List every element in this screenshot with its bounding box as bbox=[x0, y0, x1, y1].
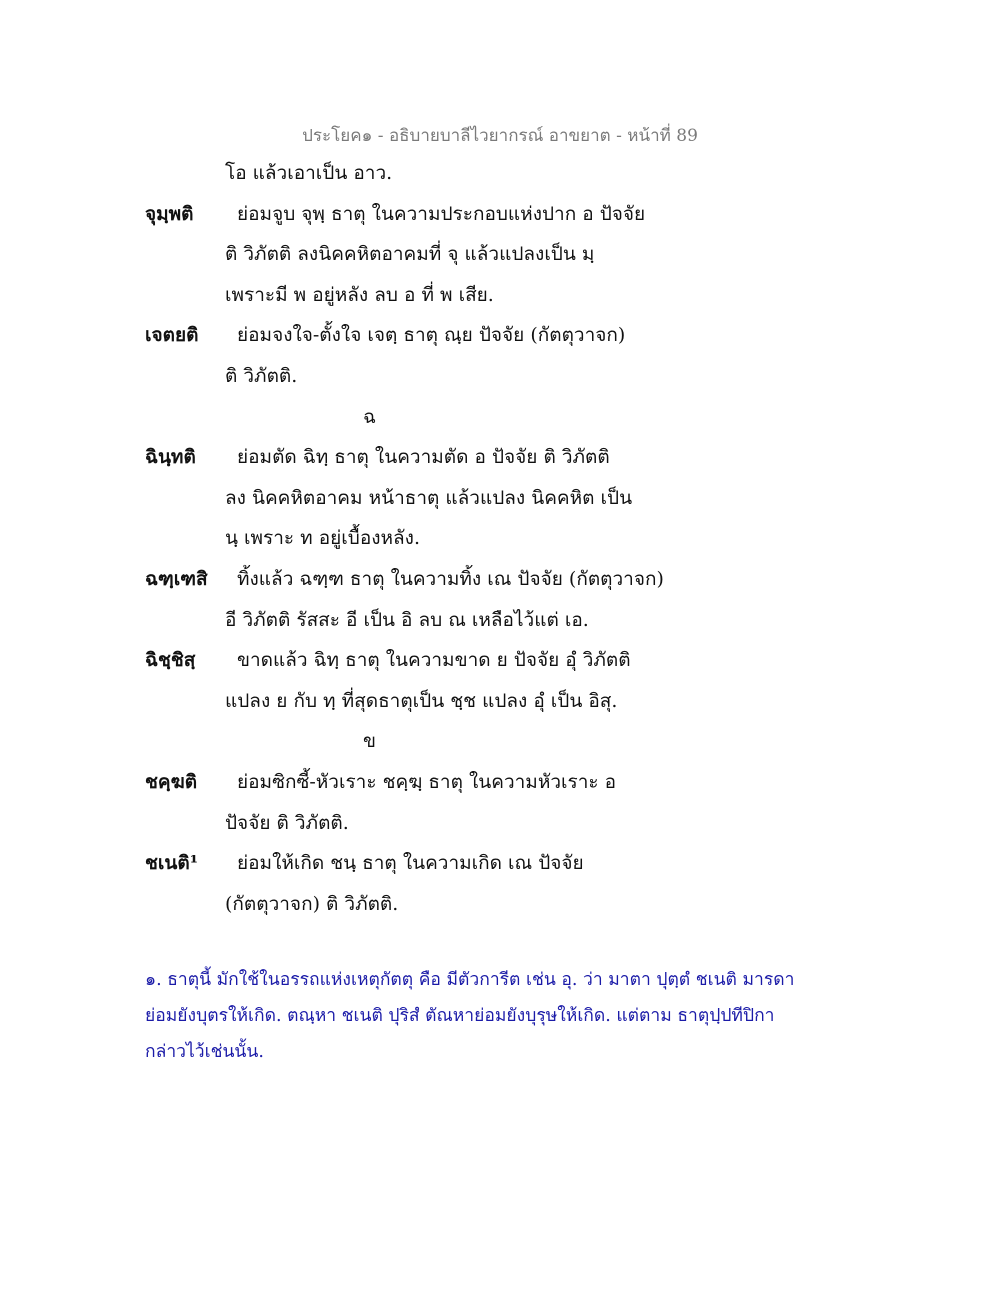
text-line bbox=[145, 158, 905, 199]
entry-text: เพราะมี พ อยู่หลัง ลบ อ ที่ พ เสีย. bbox=[225, 283, 494, 306]
entry-term: จุมฺพติ bbox=[145, 202, 194, 225]
section-letter: ข bbox=[363, 730, 376, 753]
text-line bbox=[145, 320, 905, 361]
text-line bbox=[145, 564, 905, 605]
entry-text: ย่อมซิกซี้-หัวเราะ ชคฺฆฺ ธาตุ ในความหัวเราะ อ bbox=[237, 770, 617, 793]
text-line bbox=[145, 483, 905, 524]
text-line bbox=[145, 848, 905, 889]
entry-text: ย่อมตัด ฉิทฺ ธาตุ ในความตัด อ ปัจจัย ติ วิภัตติ bbox=[237, 446, 610, 469]
entry-text: ย่อมจงใจ-ตั้งใจ เจตฺ ธาตุ ณฺย ปัจจัย (กัตตุวาจก) bbox=[237, 324, 626, 347]
text-line bbox=[145, 523, 905, 564]
entry-term: ฉิชฺชิสฺ bbox=[145, 649, 196, 672]
text-line bbox=[145, 808, 905, 849]
text-line bbox=[145, 442, 905, 483]
entry-text: ลง นิคคหิตอาคม หน้าธาตุ แล้วแปลง นิคคหิต เป็น bbox=[225, 486, 633, 509]
entry-text: โอ แล้วเอาเป็น อาว. bbox=[225, 162, 393, 184]
entry-text: ย่อมให้เกิด ชนฺ ธาตุ ในความเกิด เณ ปัจจัย bbox=[237, 852, 584, 875]
entry-text: ติ วิภัตติ. bbox=[225, 364, 298, 387]
section-letter: ฉ bbox=[363, 405, 376, 428]
entry-term: ชเนติ¹ bbox=[145, 852, 199, 875]
section-heading bbox=[145, 402, 905, 443]
footnote-line-1: ๑. ธาตุนี้ มักใช้ในอรรถแห่งเหตุกัตตุ คือ มีตัวการีต เช่น อุ. ว่า มาตา ปุตฺตํ ชเนติ มารดา bbox=[145, 970, 795, 990]
text-line bbox=[145, 239, 905, 280]
text-line bbox=[145, 889, 905, 930]
entry-text: ทิ้งแล้ว ฉฑฺฑ ธาตุ ในความทิ้ง เณ ปัจจัย (กัตตุวาจก) bbox=[237, 567, 664, 590]
entry-text: ย่อมจูบ จุพฺ ธาตุ ในความประกอบแห่งปาก อ ปัจจัย bbox=[237, 202, 646, 225]
text-line bbox=[145, 686, 905, 727]
text-line bbox=[145, 605, 905, 646]
entry-text: แปลง ย กับ ทฺ ที่สุดธาตุเป็น ชฺช แปลง อุํ เป็น อิสุ. bbox=[225, 689, 618, 712]
entry-text: ขาดแล้ว ฉิทฺ ธาตุ ในความขาด ย ปัจจัย อุํ วิภัตติ bbox=[237, 649, 631, 672]
footnote bbox=[145, 962, 865, 1070]
entry-text: ปัจจัย ติ วิภัตติ. bbox=[225, 811, 349, 834]
entry-text: ติ วิภัตติ ลงนิคคหิตอาคมที่ จุ แล้วแปลงเป็น มฺ bbox=[225, 243, 595, 266]
entry-text: อี วิภัตติ รัสสะ อี เป็น อิ ลบ ณ เหลือไว้แต่ เอ. bbox=[225, 608, 589, 631]
entry-term: ฉฑฺเฑสิ bbox=[145, 567, 208, 590]
entry-term: ฉินฺทติ bbox=[145, 446, 196, 469]
entry-term: ชคฺฆติ bbox=[145, 770, 198, 793]
text-line bbox=[145, 645, 905, 686]
page-header: ประโยค๑ - อธิบายบาลีไวยากรณ์ อาขยาต - หน้าที่ 89 bbox=[302, 126, 698, 146]
text-line bbox=[145, 361, 905, 402]
entry-text: นฺ เพราะ ท อยู่เบื้องหลัง. bbox=[225, 527, 421, 550]
text-line bbox=[145, 767, 905, 808]
footnote-line-2: ย่อมยังบุตรให้เกิด. ตณฺหา ชเนติ ปุริสํ ตัณหาย่อมยังบุรุษให้เกิด. แต่ตาม ธาตุปฺปทีปิกา bbox=[145, 1006, 775, 1026]
entry-term: เจตยติ bbox=[145, 324, 199, 347]
text-line bbox=[145, 199, 905, 240]
section-heading bbox=[145, 726, 905, 767]
main-content bbox=[145, 158, 905, 929]
footnote-line-3: กล่าวไว้เช่นนั้น. bbox=[145, 1042, 264, 1062]
entry-text: (กัตตุวาจก) ติ วิภัตติ. bbox=[225, 892, 399, 915]
text-line bbox=[145, 280, 905, 321]
